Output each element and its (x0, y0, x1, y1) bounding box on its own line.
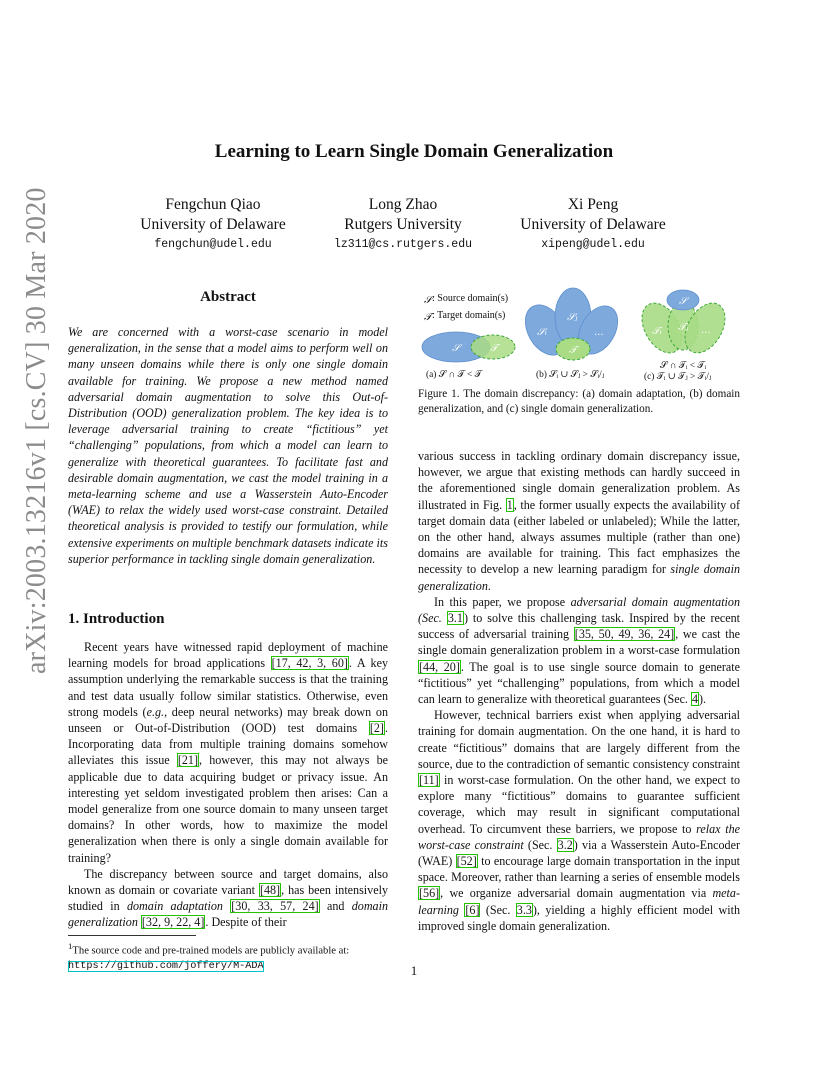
source-j-label: 𝒮ⱼ (567, 312, 578, 323)
section-ref-link[interactable]: 4 (691, 692, 699, 707)
subfigure-a-caption: (a) 𝒮 ∩ 𝒯 < 𝒯 (426, 370, 482, 380)
author-2 (293, 195, 513, 251)
source-label: 𝒮 (679, 296, 687, 307)
legend-target: : Target domain(s) (432, 310, 506, 321)
author-name: Long Zhao (368, 196, 438, 213)
author-affiliation: University of Delaware (140, 216, 286, 233)
section-ref-link[interactable]: 3.2 (557, 837, 573, 852)
citation-link[interactable]: [35, 50, 49, 36, 24] (574, 627, 675, 642)
citation-link[interactable]: [48] (259, 883, 281, 898)
ellipsis-label: ... (701, 325, 711, 336)
citation-link[interactable]: [56] (419, 886, 440, 901)
source-i-label: 𝒮ᵢ (537, 327, 547, 338)
author-3 (483, 195, 703, 251)
abstract-body (68, 324, 388, 567)
author-affiliation: Rutgers University (344, 216, 462, 233)
source-label: 𝒮 (452, 343, 460, 354)
figure-1-domain-discrepancy (418, 284, 740, 388)
footnote-url-link[interactable]: https://github.com/joffery/M-ADA (68, 960, 264, 972)
abstract-text: We are concerned with a worst-case scenario in model generalization, in the sense that a model aims to perform well on many unseen domains while there is only one single domain available for training. We propose a new method named adversarial domain augmentation to solve this Out-of-Distribution (OOD) generalization problem. The key idea is to leverage adversarial training to create “fictitious” yet “challenging” populations, from which a model can learn to generalize with theoretical guarantees. To facilitate fast and desirable domain augmentation, we cast the model training in a meta-learning scheme and use a Wasserstein Auto-Encoder (WAE) to relax the widely used worst-case constraint. Detailed theoretical analysis is provided to testify our formulation, while extensive experiments on multiple benchmark datasets indicate its superior performance in tackling single domain generalization. (68, 325, 388, 566)
figure-1-caption: Figure 1. The domain discrepancy: (a) domain adaptation, (b) domain generalization, and (c) single domain generalization. (418, 388, 740, 415)
subfigure-c-condition: 𝒮 ∩ 𝒯ᵢ < 𝒯ᵢ (660, 361, 707, 371)
paragraph: Recent years have witnessed rapid deployment of machine learning models for broad applications [17, 42, 3, 60]. A key assumption underlying the remarkable success is that the training and test data usually follow similar statistics. Otherwise, even strong models (e.g., deep neural networks) may break down on unseen or Out-of-Distribution (OOD) test domains [2]. Incorporating data from multiple training domains somehow alleviates this issue [21], however, this may not always be applicable due to data acquiring budget or privacy issue. An interesting yet seldom investigated problem then arises: Can a model generalize from one source domain to many unseen target domains? In other words, how to maximize the model generalization when there is only a single domain available for training? (68, 640, 388, 865)
section-ref-link[interactable]: 3.3 (516, 902, 532, 917)
target-label: 𝒯 (490, 343, 498, 354)
author-email: xipeng@udel.edu (541, 238, 645, 251)
citation-link[interactable]: [21] (177, 753, 198, 768)
citation-link[interactable]: [2] (369, 721, 384, 736)
legend-source: : Source domain(s) (432, 293, 509, 304)
target-i-label: 𝒯ᵢ (652, 326, 662, 337)
figure-ref-link[interactable]: 1 (506, 497, 513, 512)
subfigure-c-caption: (c) 𝒯ᵢ ∪ 𝒯ⱼ > 𝒯ᵢ/ⱼ (644, 372, 712, 382)
target-j-label: 𝒯ⱼ (678, 322, 689, 333)
ellipsis-label: ... (594, 327, 604, 338)
legend-target-symbol: 𝒯 (424, 312, 432, 323)
legend-source-symbol: 𝒮 (424, 295, 432, 306)
subfigure-b-caption: (b) 𝒮ᵢ ∪ 𝒮ⱼ > 𝒮ᵢ/ⱼ (536, 370, 605, 380)
paragraph: However, technical barriers exist when applying adversarial training for domain augmentation. On the one hand, it is hard to create “fictitious” domains that are largely different from the source, due to the contradiction of semantic consistency constraint [11] in worst-case formulation. On the other hand, we expect to explore many “fictitious” domains to guarantee sufficient coverage, which may result in significant computational overhead. To circumvent these barriers, we propose to relax the worst-case constraint (Sec. 3.2) via a Wasserstein Auto-Encoder (WAE) [52] to encourage large domain transportation in the input space. Moreover, rather than learning a series of ensemble models [56], we organize adversarial domain augmentation via meta-learning [6] (Sec. 3.3), yielding a highly efficient model with improved single domain generalization. (418, 708, 740, 933)
target-label: 𝒯 (569, 345, 577, 356)
abstract-heading: Abstract (200, 289, 256, 305)
right-column-body (418, 448, 740, 934)
paragraph: In this paper, we propose adversarial domain augmentation (Sec. 3.1) to solve this challenging task. Inspired by the recent success of adversarial training [35, 50, 49, 36, 24], we cast the single domain generalization problem in a worst-case formulation [44, 20]. The goal is to use single source domain to generate “fictitious” yet “challenging” populations, from which a model can learn to generalize with theoretical guarantees (Sec. 4). (418, 594, 741, 707)
section-heading-introduction: 1. Introduction (68, 611, 165, 627)
citation-link[interactable]: [17, 42, 3, 60] (271, 656, 348, 671)
footnote-rule (68, 935, 196, 936)
citation-link[interactable]: [44, 20] (419, 659, 460, 674)
paper-title: Learning to Learn Single Domain Generalization (214, 141, 614, 162)
section-ref-link[interactable]: 3.1 (447, 611, 463, 626)
citation-link[interactable]: [32, 9, 22, 4] (141, 915, 205, 930)
page-number: 1 (410, 963, 418, 978)
author-email: fengchun@udel.edu (154, 238, 272, 251)
paragraph: The discrepancy between source and target domains, also known as domain or covariate variant [48], has been intensively studied in domain adaptation [30, 33, 57, 24] and domain generalization [32, 9, 22, 4]. Despite of their (68, 866, 389, 930)
author-name: Fengchun Qiao (165, 196, 261, 213)
citation-link[interactable]: [11] (419, 773, 439, 788)
citation-link[interactable]: [52] (456, 854, 477, 869)
citation-link[interactable]: [6] (465, 902, 480, 917)
author-email: lz311@cs.rutgers.edu (333, 238, 473, 251)
paragraph: various success in tackling ordinary domain discrepancy issue, however, we argue that existing methods can hardly succeed in the aforementioned single domain generalization problem. As illustrated in Fig. 1, the former usually expects the availability of target domain data (either labeled or unlabeled); While the latter, on the other hand, always assumes multiple (rather than one) domains are available for training. This fact emphasizes the necessity to develop a new learning paradigm for single domain generalization. (418, 449, 740, 593)
author-name: Xi Peng (567, 196, 619, 213)
author-affiliation: University of Delaware (520, 216, 666, 233)
arxiv-side-stamp: arXiv:2003.13216v1 [cs.CV] 30 Mar 2020 (21, 187, 52, 674)
introduction-body (68, 639, 388, 931)
author-1 (103, 195, 323, 251)
footnote-mark: 1 (68, 941, 73, 951)
footnote-text: The source code and pre-trained models are publicly available at: (72, 945, 350, 957)
citation-link[interactable]: [30, 33, 57, 24] (231, 899, 319, 914)
